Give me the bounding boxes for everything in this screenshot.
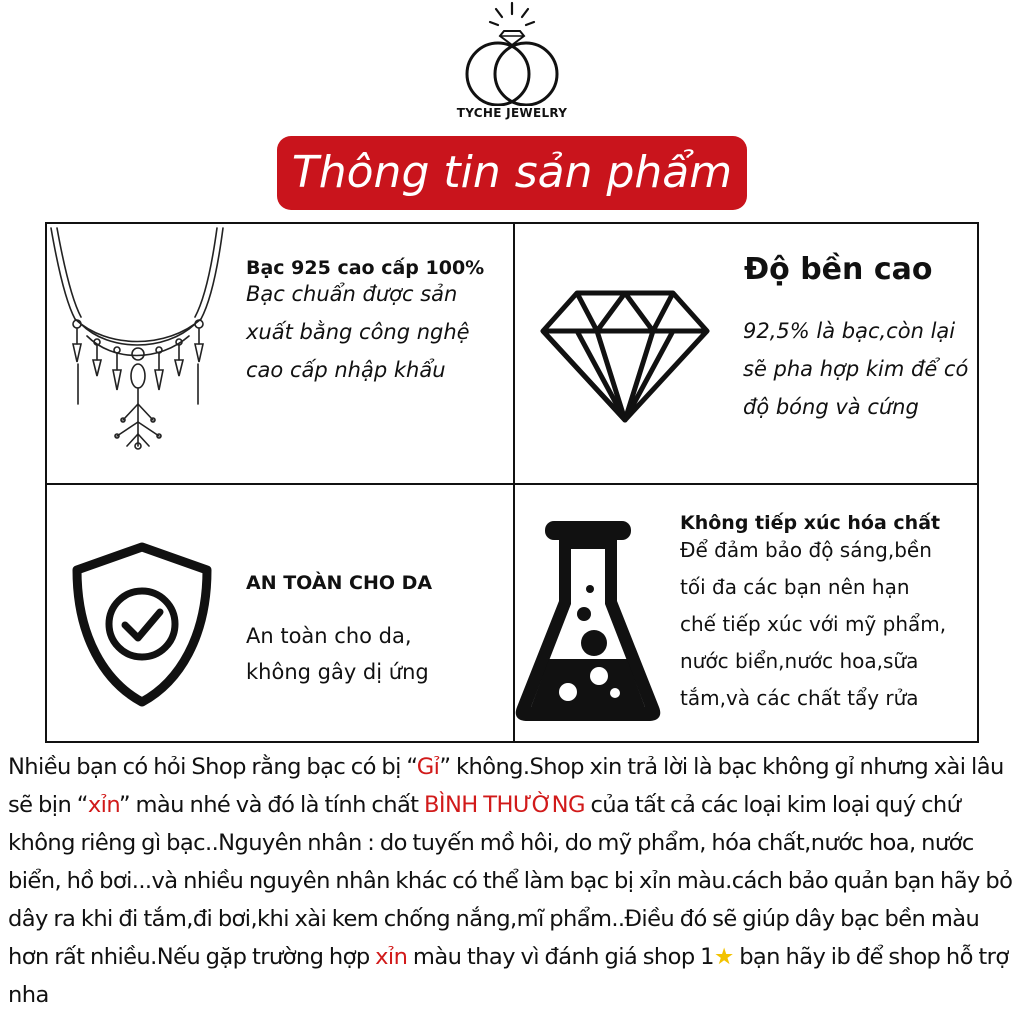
feature-heading: Không tiếp xúc hóa chất: [680, 512, 941, 534]
care-paragraph: [8, 748, 1022, 1014]
feature-silver: [246, 257, 484, 389]
feature-description: Để đảm bảo độ sáng,bền tối đa các bạn nên hạn chế tiếp xúc với mỹ phẩm, nước biển,nước hoa,sữa tắm,và các chất tẩy rửa: [680, 538, 947, 710]
feature-heading: AN TOÀN CHO DA: [246, 572, 433, 594]
brand-name: TYCHE JEWELRY: [456, 106, 568, 120]
star-icon: ★: [713, 944, 734, 970]
paragraph-text: ” không.Shop xin trả lời là bạc không gỉ nhưng xài lâu sẽ bịn “: [8, 754, 1004, 818]
diamond-rings-icon: [452, 0, 572, 106]
diamond-icon: [539, 289, 711, 424]
highlight-tarnish: xỉn: [375, 944, 408, 970]
feature-heading: Độ bền cao: [744, 252, 933, 287]
feature-grid: [45, 222, 979, 743]
highlight-rust: Gỉ: [416, 754, 440, 780]
feature-description: An toàn cho da, không gây dị ứng: [246, 624, 429, 684]
flask-icon: [513, 519, 663, 723]
highlight-tarnish: xỉn: [87, 792, 119, 818]
paragraph-text: ” màu nhé và đó là tính chất: [118, 792, 425, 818]
shield-check-icon: [67, 542, 217, 708]
feature-skin-safe-desc: [246, 618, 429, 690]
paragraph-text: bạn hãy ib để shop hỗ trợ nha: [8, 944, 1009, 1008]
paragraph-text: màu thay vì đánh giá shop 1: [407, 944, 714, 970]
feature-durability-desc: [743, 312, 968, 426]
page-title: Thông tin sản phẩm: [277, 136, 747, 210]
necklace-icon: [47, 224, 227, 479]
paragraph-text: của tất cả các loại kim loại quý chứ không riêng gì bạc..Nguyên nhân : do tuyến mồ hôi, do mỹ phẩm, hóa chất,nước hoa, nước biển, hồ bơi...và nhiều nguyên nhân khác có thể làm bạc bị xỉn màu.cách bảo quản bạn hãy bỏ dây ra khi đi tắm,đi bơi,khi xài kem chống nắng,mĩ phẩm..Điều đó sẽ giúp dây bạc bền màu hơn rất nhiều.Nếu gặp trường hợp: [8, 792, 1013, 970]
feature-durability: [744, 252, 932, 287]
feature-description: Bạc chuẩn được sản xuất bằng công nghệ cao cấp nhập khẩu: [246, 282, 470, 382]
feature-heading: Bạc 925 cao cấp 100%: [246, 257, 485, 279]
paragraph-text: Nhiều bạn có hỏi Shop rằng bạc có bị “: [8, 754, 417, 780]
feature-skin-safe: [246, 572, 432, 594]
feature-no-chemicals: [680, 512, 946, 717]
highlight-normal: BÌNH THƯỜNG: [424, 792, 585, 818]
grid-divider-horizontal: [47, 483, 977, 485]
feature-description: 92,5% là bạc,còn lại sẽ pha hợp kim để có độ bóng và cứng: [743, 319, 969, 419]
brand-logo: [452, 0, 572, 124]
